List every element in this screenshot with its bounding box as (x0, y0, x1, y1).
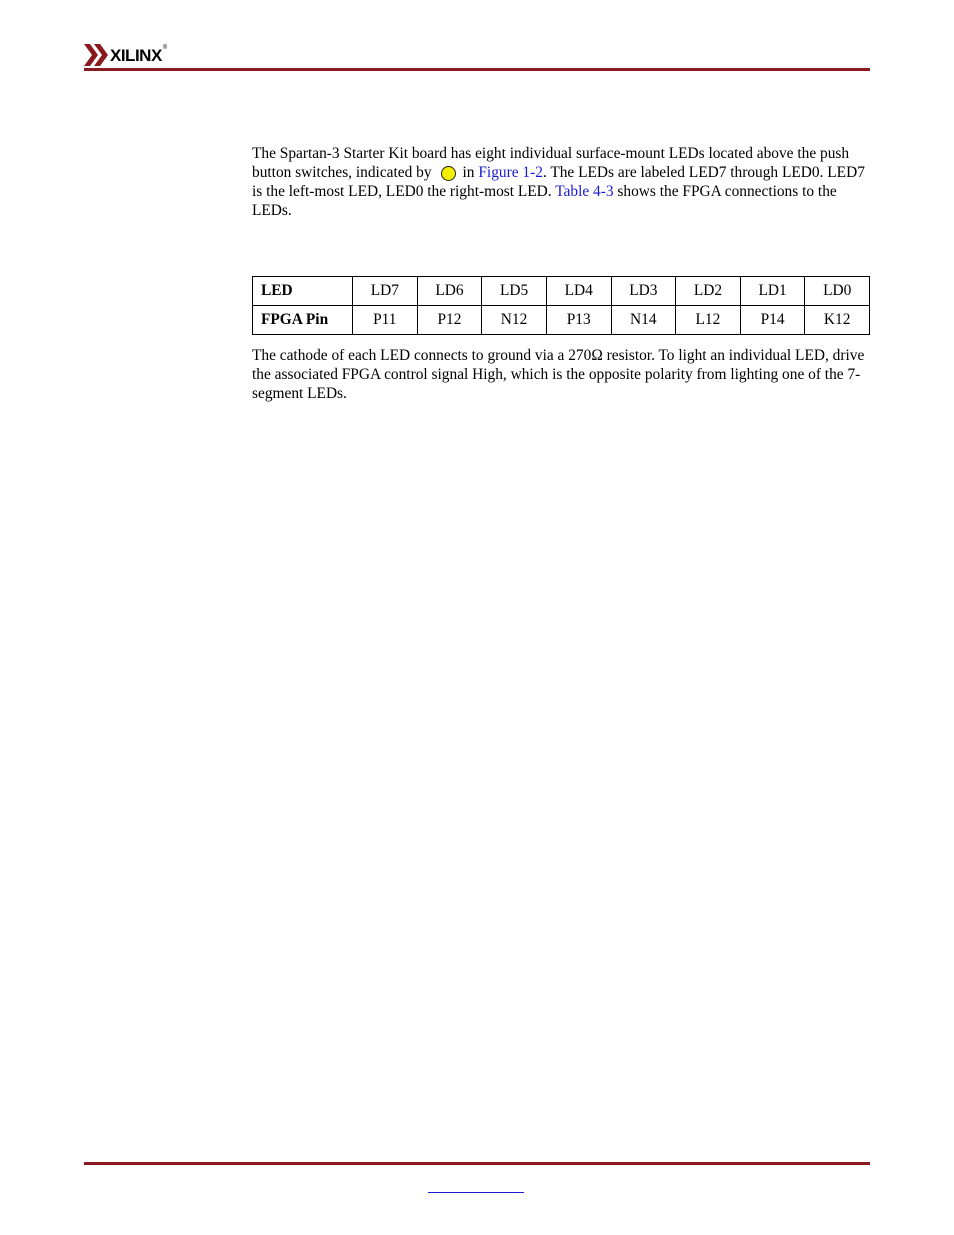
led-indicator-icon (441, 166, 456, 181)
intro-text-1: The Spartan-3 Starter Kit board has eight individual surface-mount LEDs located above the push button switches, indicated by (252, 145, 850, 181)
led-pin-table (252, 276, 870, 335)
table-row-led (253, 277, 870, 306)
intro-paragraph (252, 144, 872, 220)
pin-cell: N12 (482, 306, 547, 335)
led-cell: LD0 (805, 277, 870, 306)
table-4-3-link[interactable]: Table 4-3 (555, 183, 614, 200)
led-cell: LD7 (353, 277, 418, 306)
logo-text: XILINX (110, 46, 162, 65)
pin-row-header: FPGA Pin (253, 306, 353, 335)
cathode-paragraph: The cathode of each LED connects to ground via a 270Ω resistor. To light an individual LED, drive the associated FPGA control signal High, which is the opposite polarity from lighting one of the 7-segment LEDs. (252, 347, 865, 402)
led-cell: LD1 (740, 277, 805, 306)
footer-rule (84, 1162, 870, 1165)
led-cell: LD5 (482, 277, 547, 306)
led-cell: LD4 (546, 277, 611, 306)
footer-link[interactable] (428, 1178, 524, 1193)
figure-1-2-link[interactable]: Figure 1-2 (478, 164, 543, 181)
led-row-header: LED (253, 277, 353, 306)
table-row-pin (253, 306, 870, 335)
xilinx-logo (84, 42, 167, 68)
pin-cell: N14 (611, 306, 676, 335)
led-cell: LD2 (676, 277, 741, 306)
xilinx-logo-icon (84, 44, 108, 66)
pin-cell: P11 (353, 306, 418, 335)
intro-text-3: . The LEDs are labeled LED7 through LED0. LED7 is the left-most LED, LED0 the right-most LED. (252, 164, 865, 200)
intro-text-2: in (462, 164, 475, 181)
led-cell: LD6 (417, 277, 482, 306)
led-cell: LD3 (611, 277, 676, 306)
pin-cell: K12 (805, 306, 870, 335)
pin-cell: L12 (676, 306, 741, 335)
registered-mark: ® (162, 45, 168, 51)
pin-cell: P12 (417, 306, 482, 335)
pin-cell: P14 (740, 306, 805, 335)
header-rule (84, 68, 870, 71)
intro-text-4: shows the FPGA connections to the LEDs. (252, 183, 837, 219)
pin-cell: P13 (546, 306, 611, 335)
